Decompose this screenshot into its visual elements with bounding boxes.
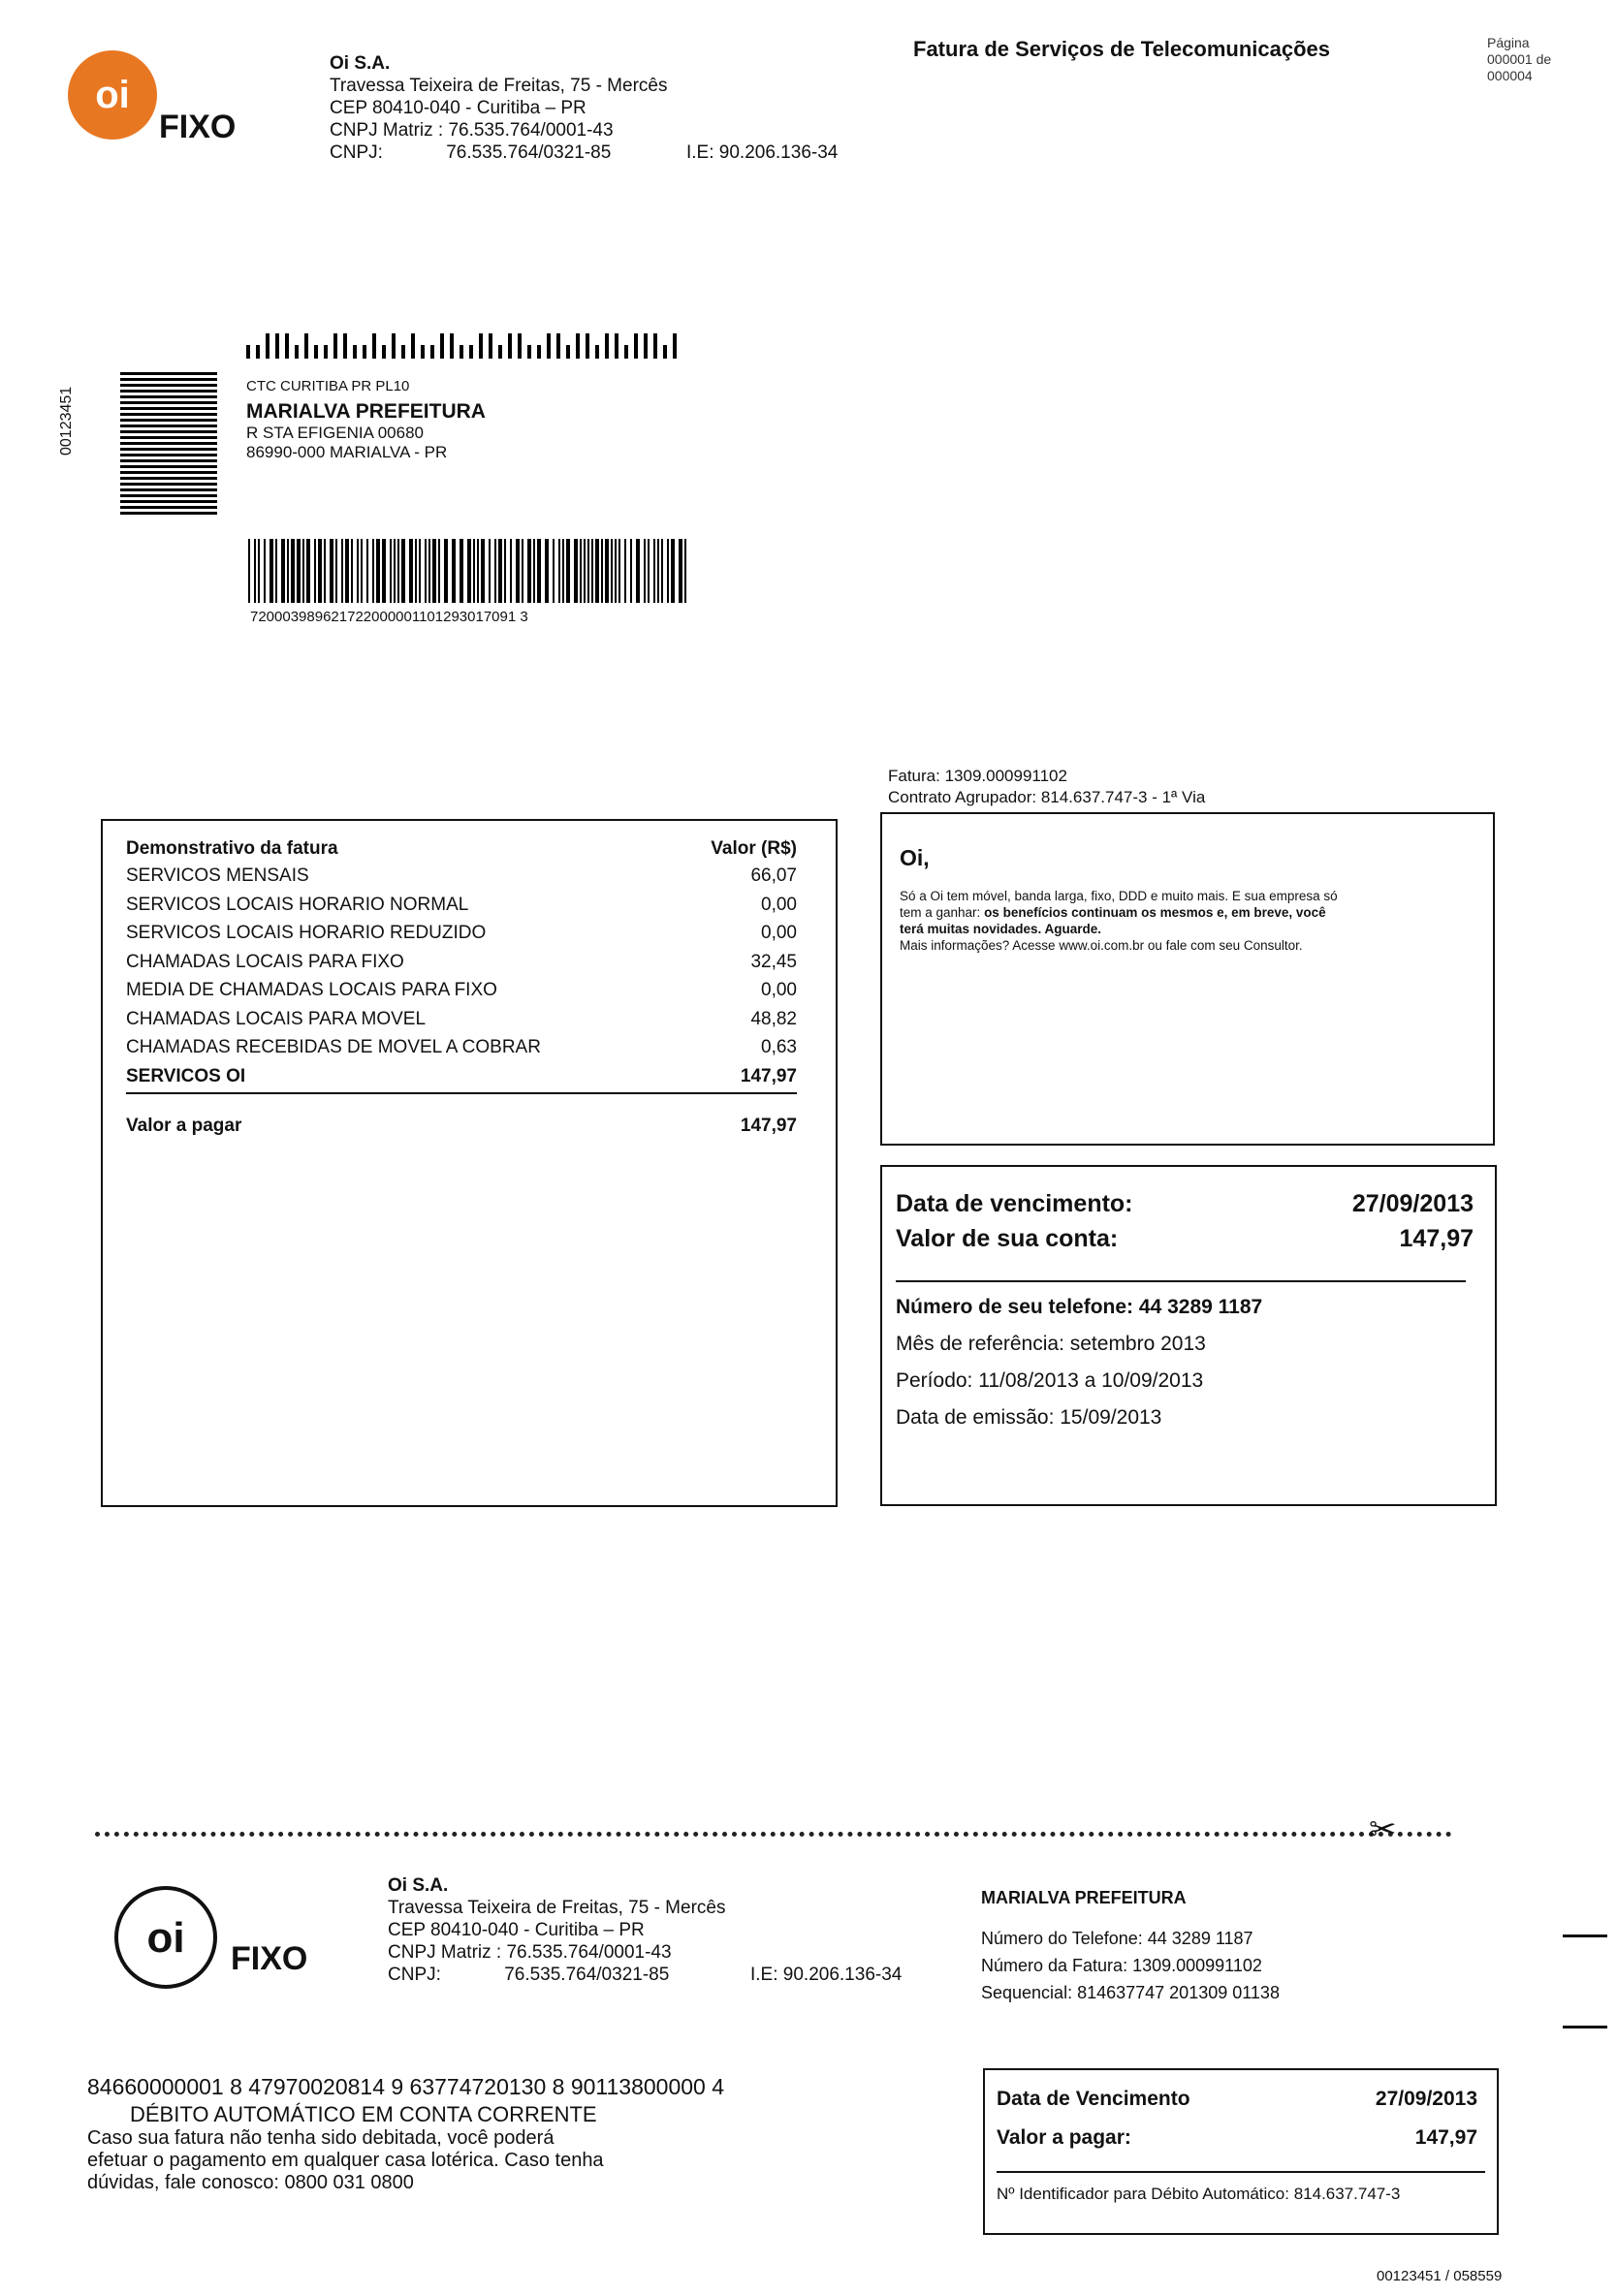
statement-row	[126, 948, 814, 977]
statement-row-value: 0,00	[761, 894, 797, 915]
stub-phone: Número do Telefone: 44 3289 1187	[981, 1929, 1253, 1948]
barcode-bar	[306, 539, 310, 603]
barcode-bar	[432, 539, 436, 603]
barcode-bar	[605, 539, 609, 603]
barcode-bar	[653, 539, 655, 603]
barcode-bar	[504, 539, 506, 603]
due-date-label: Data de vencimento:	[896, 1190, 1133, 1217]
barcode-bar	[566, 345, 570, 359]
digitable-line: 84660000001 8 47970020814 9 63774720130 8 90113800000 4	[87, 2074, 725, 2099]
barcode-bar	[473, 539, 475, 603]
barcode-bar	[533, 539, 535, 603]
barcode-bar	[291, 539, 295, 603]
barcode-bar	[587, 539, 589, 603]
contract-number: Contrato Agrupador: 814.637.747-3 - 1ª Via	[888, 788, 1206, 806]
barcode-bar	[302, 539, 304, 603]
statement-content	[126, 836, 814, 1141]
fixo-logo-text: FIXO	[159, 109, 237, 145]
statement-row-label: CHAMADAS LOCAIS PARA FIXO	[126, 951, 404, 972]
message-line-2	[900, 904, 1481, 921]
barcode-bar	[667, 539, 669, 603]
barcode-bar	[477, 539, 479, 603]
barcode-bar	[518, 333, 522, 359]
barcode-bar	[394, 539, 396, 603]
barcode-bar	[392, 333, 396, 359]
barcode-bar	[372, 539, 374, 603]
barcode-bar	[366, 539, 368, 603]
barcode-bar	[605, 333, 609, 359]
barcode-bar	[558, 539, 560, 603]
barcode-bar	[553, 539, 555, 603]
recipient-address	[246, 378, 486, 462]
statement-row-label: SERVICOS OI	[126, 1065, 246, 1086]
due-summary	[896, 1186, 1474, 1256]
barcode-bar	[516, 539, 520, 603]
statement-row	[126, 862, 814, 891]
barcode-bar	[615, 539, 617, 603]
statement-header	[126, 836, 814, 862]
statement-row-label: CHAMADAS LOCAIS PARA MOVEL	[126, 1008, 427, 1029]
barcode-bar	[644, 539, 646, 603]
invoice-number: Fatura: 1309.000991102	[888, 767, 1067, 785]
statement-row-label: CHAMADAS RECEBIDAS DE MOVEL A COBRAR	[126, 1037, 541, 1057]
barcode-bar	[508, 333, 512, 359]
statement-row-value: 0,63	[761, 1037, 797, 1057]
barcode-bar	[314, 345, 318, 359]
company-cnpj-matriz: CNPJ Matriz : 76.535.764/0001-43	[330, 120, 614, 141]
statement-row	[126, 1033, 814, 1062]
postal-barcode	[246, 333, 675, 359]
barcode-bar	[580, 539, 582, 603]
barcode-bar	[679, 539, 682, 603]
barcode-bar	[489, 539, 491, 603]
message-greeting: Oi,	[900, 845, 930, 870]
company-name: Oi S.A.	[330, 53, 391, 74]
barcode-bar	[653, 333, 657, 359]
message-line-4: Mais informações? Acesse www.oi.com.br ou fale com seu Consultor.	[900, 938, 1303, 953]
barcode-bar	[527, 345, 531, 359]
barcode-bar	[419, 539, 421, 603]
oi-logo-text: oi	[95, 74, 130, 116]
page-current: 000001 de	[1487, 51, 1552, 67]
company-ie: I.E: 90.206.136-34	[686, 142, 839, 163]
stub-oi-logo-circle	[114, 1886, 217, 1989]
barcode-bar	[275, 539, 277, 603]
statement-row-value: 0,00	[761, 923, 797, 943]
barcode-bar	[248, 539, 250, 603]
page-total: 000004	[1487, 68, 1533, 83]
barcode-bar	[254, 539, 256, 603]
routing-bar-marks	[120, 372, 217, 518]
due-details	[896, 1289, 1474, 1436]
barcode-bar	[333, 333, 337, 359]
message-line-1: Só a Oi tem móvel, banda larga, fixo, DDD e muito mais. E sua empresa só	[900, 889, 1338, 903]
recipient-name: MARIALVA PREFEITURA	[246, 400, 486, 423]
barcode-bar	[421, 345, 425, 359]
barcode-bar	[584, 539, 586, 603]
barcode-bar	[324, 539, 326, 603]
barcode-bar	[450, 333, 454, 359]
page-label: Página	[1487, 35, 1530, 50]
stub-company-name: Oi S.A.	[388, 1875, 449, 1896]
barcode-bar	[611, 539, 613, 603]
barcode-bar	[401, 539, 405, 603]
message-line-2b: os benefícios continuam os mesmos e, em breve, você	[984, 905, 1326, 920]
barcode-bar	[481, 539, 485, 603]
barcode-bar	[545, 539, 549, 603]
barcode-bar	[444, 539, 448, 603]
statement-total-label: Valor a pagar	[126, 1116, 242, 1136]
stub-fixo-logo-text: FIXO	[231, 1940, 308, 1977]
barcode-bar	[636, 539, 640, 603]
reference-month: Mês de referência: setembro 2013	[896, 1333, 1206, 1355]
barcode-bar	[382, 345, 386, 359]
billing-period: Período: 11/08/2013 a 10/09/2013	[896, 1369, 1204, 1392]
barcode-bar	[246, 345, 250, 359]
invoice-ref	[888, 766, 1205, 808]
barcode-number: 720003989621722000001101293017091 3	[250, 609, 528, 625]
barcode-bar	[372, 333, 376, 359]
stub-cnpj-value: 76.535.764/0321-85	[504, 1965, 670, 1985]
stub-company-cep: CEP 80410-040 - Curitiba – PR	[388, 1920, 645, 1940]
barcode-bar	[409, 539, 413, 603]
barcode-bar	[318, 539, 322, 603]
barcode-bar	[576, 333, 580, 359]
barcode-bar	[634, 333, 638, 359]
barcode-bar	[295, 345, 299, 359]
barcode-bar	[397, 539, 399, 603]
statement-value-header: Valor (R$)	[711, 838, 797, 859]
barcode-bar	[618, 539, 620, 603]
barcode-bar	[615, 333, 618, 359]
stub-debit-id: Nº Identificador para Débito Automático: 814.637.747-3	[997, 2185, 1401, 2203]
barcode-bar	[601, 539, 603, 603]
phone-label: Número de seu telefone:	[896, 1296, 1134, 1318]
barcode-bar	[591, 539, 593, 603]
stub-oi-logo-text: oi	[146, 1914, 185, 1962]
barcode-bar	[644, 333, 648, 359]
barcode-bar	[357, 539, 359, 603]
barcode-bar	[630, 539, 632, 603]
barcode-bar	[428, 539, 430, 603]
barcode-bar	[411, 333, 415, 359]
barcode-bar	[460, 539, 463, 603]
stub-box-divider	[997, 2171, 1485, 2173]
statement-row	[126, 1005, 814, 1034]
barcode-bar	[341, 539, 343, 603]
barcode-bar	[343, 333, 347, 359]
barcode-bar	[467, 539, 471, 603]
statement-box	[101, 819, 838, 1507]
barcode-bar	[595, 539, 599, 603]
barcode-bar	[281, 539, 285, 603]
statement-row	[126, 919, 814, 948]
statement-row	[126, 1062, 814, 1091]
barcode-bar	[648, 539, 650, 603]
phone-row	[896, 1289, 1474, 1326]
recipient-street: R STA EFIGENIA 00680	[246, 424, 424, 442]
stub-cnpj-label: CNPJ:	[388, 1965, 441, 1985]
statement-total-value: 147,97	[740, 1116, 797, 1136]
company-cnpj-value: 76.535.764/0321-85	[446, 142, 612, 163]
stub-payment-info	[87, 2074, 724, 2194]
barcode-bar	[527, 539, 531, 603]
statement-rows	[126, 862, 814, 1090]
barcode-bar	[684, 539, 686, 603]
barcode-bar	[494, 539, 496, 603]
company-cep: CEP 80410-040 - Curitiba – PR	[330, 98, 587, 118]
margin-mark-top	[1563, 1934, 1607, 1937]
statement-row-label: MEDIA DE CHAMADAS LOCAIS PARA FIXO	[126, 980, 497, 1000]
barcode-bar	[537, 345, 541, 359]
stub-company-cnpj-matriz: CNPJ Matriz : 76.535.764/0001-43	[388, 1942, 672, 1963]
barcode-bar	[673, 333, 677, 359]
due-date-value: 27/09/2013	[1351, 1190, 1474, 1217]
company-header	[330, 52, 667, 164]
statement-row	[126, 976, 814, 1005]
stub-company-ie: I.E: 90.206.136-34	[750, 1965, 903, 1985]
barcode-bar	[452, 539, 456, 603]
barcode-bar	[363, 345, 366, 359]
stub-amount-label: Valor a pagar:	[997, 2126, 1131, 2149]
footer-code: 00123451 / 058559	[1377, 2268, 1503, 2284]
message-line-2a: tem a ganhar:	[900, 905, 985, 920]
due-amount-row	[896, 1221, 1474, 1256]
barcode-bar	[556, 333, 560, 359]
stub-customer-info	[981, 1884, 1280, 2006]
scissors-icon: ✂	[1369, 1811, 1397, 1848]
company-address: Travessa Teixeira de Freitas, 75 - Mercês	[330, 76, 668, 96]
barcode-bar	[661, 539, 663, 603]
due-date-row	[896, 1186, 1474, 1221]
stub-invoice-number: Número da Fatura: 1309.000991102	[981, 1956, 1262, 1975]
recipient-city: 86990-000 MARIALVA - PR	[246, 443, 448, 461]
barcode-bar	[361, 539, 363, 603]
barcode-bar	[351, 539, 353, 603]
statement-row-label: SERVICOS MENSAIS	[126, 865, 309, 886]
due-amount-label: Valor de sua conta:	[896, 1225, 1119, 1252]
barcode-bar	[401, 345, 405, 359]
stub-company-address: Travessa Teixeira de Freitas, 75 - Mercês	[388, 1898, 726, 1918]
barcode-bar	[438, 539, 440, 603]
stub-amount-row	[997, 2119, 1477, 2157]
stub-due-value: 27/09/2013	[1375, 2088, 1477, 2110]
cut-line	[95, 1832, 1452, 1837]
phone-value: 44 3289 1187	[1138, 1296, 1263, 1318]
statement-title: Demonstrativo da fatura	[126, 838, 338, 859]
barcode-bar	[376, 539, 380, 603]
page-info	[1487, 35, 1551, 84]
barcode-bar	[586, 333, 589, 359]
barcode-bar	[510, 539, 512, 603]
barcode-bar	[537, 539, 541, 603]
barcode-bar	[657, 539, 659, 603]
oi-fixo-logo	[58, 39, 262, 165]
barcode-bar	[574, 539, 578, 603]
statement-row-value: 48,82	[750, 1008, 797, 1029]
due-divider	[896, 1280, 1466, 1282]
statement-row-label: SERVICOS LOCAIS HORARIO REDUZIDO	[126, 923, 487, 943]
notice-line-1: Caso sua fatura não tenha sido debitada, você poderá	[87, 2127, 555, 2149]
barcode-bar	[479, 333, 483, 359]
statement-row-value: 32,45	[750, 951, 797, 972]
message-box	[880, 812, 1495, 1146]
barcode-bar	[264, 539, 266, 603]
barcode-bar	[285, 333, 289, 359]
barcode-bar	[460, 345, 463, 359]
barcode-bar	[562, 539, 564, 603]
stub-customer-name: MARIALVA PREFEITURA	[981, 1888, 1187, 1907]
message-line-3: terá muitas novidades. Aguarde.	[900, 922, 1102, 936]
notice-line-3: dúvidas, fale conosco: 0800 031 0800	[87, 2172, 414, 2193]
barcode-bar	[330, 539, 333, 603]
barcode-bar	[547, 333, 551, 359]
barcode-bar	[663, 345, 667, 359]
side-code: 00123451	[58, 386, 75, 456]
due-amount-value: 147,97	[1399, 1225, 1474, 1252]
document-title: Fatura de Serviços de Telecomunicações	[913, 37, 1330, 61]
barcode-bar	[345, 539, 349, 603]
barcode-bar	[498, 345, 502, 359]
statement-row-value: 147,97	[740, 1065, 797, 1086]
statement-rule	[126, 1092, 797, 1094]
barcode-bar	[522, 539, 523, 603]
main-barcode	[248, 539, 686, 603]
barcode-bar	[256, 345, 260, 359]
margin-mark-bottom	[1563, 2026, 1607, 2029]
barcode-bar	[324, 345, 328, 359]
barcode-bar	[314, 539, 316, 603]
mailing-route: CTC CURITIBA PR PL10	[246, 378, 410, 394]
barcode-bar	[382, 539, 386, 603]
stub-sequence: Sequencial: 814637747 201309 01138	[981, 1983, 1280, 2002]
barcode-bar	[440, 333, 444, 359]
barcode-bar	[287, 539, 289, 603]
barcode-bar	[275, 333, 279, 359]
stub-company	[388, 1874, 725, 1986]
stub-due-summary	[997, 2080, 1477, 2157]
barcode-bar	[335, 539, 337, 603]
message-body	[900, 888, 1481, 954]
statement-row-value: 0,00	[761, 980, 797, 1000]
statement-row-value: 66,07	[750, 865, 797, 886]
barcode-bar	[489, 333, 492, 359]
stub-logo	[107, 1880, 330, 1997]
barcode-bar	[258, 539, 260, 603]
barcode-bar	[297, 539, 301, 603]
issue-date: Data de emissão: 15/09/2013	[896, 1406, 1162, 1429]
barcode-bar	[595, 345, 599, 359]
barcode-bar	[624, 539, 626, 603]
barcode-bar	[390, 539, 392, 603]
statement-total-row	[126, 1112, 814, 1141]
barcode-bar	[624, 345, 628, 359]
notice-line-2: efetuar o pagamento em qualquer casa lotérica. Caso tenha	[87, 2150, 604, 2171]
company-cnpj-row	[330, 142, 667, 164]
auto-debit-title: DÉBITO AUTOMÁTICO EM CONTA CORRENTE	[130, 2102, 597, 2126]
barcode-bar	[498, 539, 502, 603]
due-box	[880, 1165, 1497, 1506]
barcode-bar	[671, 539, 675, 603]
barcode-bar	[469, 345, 473, 359]
statement-row-label: SERVICOS LOCAIS HORARIO NORMAL	[126, 894, 469, 915]
oi-logo-circle	[68, 50, 157, 140]
company-cnpj-label: CNPJ:	[330, 142, 383, 163]
stub-due-box	[983, 2068, 1499, 2235]
barcode-bar	[353, 345, 357, 359]
barcode-bar	[430, 345, 434, 359]
stub-due-row	[997, 2080, 1477, 2119]
statement-row	[126, 891, 814, 920]
barcode-bar	[566, 539, 570, 603]
stub-amount-value: 147,97	[1414, 2126, 1477, 2149]
stub-due-label: Data de Vencimento	[997, 2088, 1190, 2110]
stub-company-cnpj-row	[388, 1964, 725, 1986]
barcode-bar	[266, 333, 270, 359]
barcode-bar	[304, 333, 308, 359]
barcode-bar	[270, 539, 273, 603]
barcode-bar	[425, 539, 427, 603]
barcode-bar	[415, 539, 417, 603]
